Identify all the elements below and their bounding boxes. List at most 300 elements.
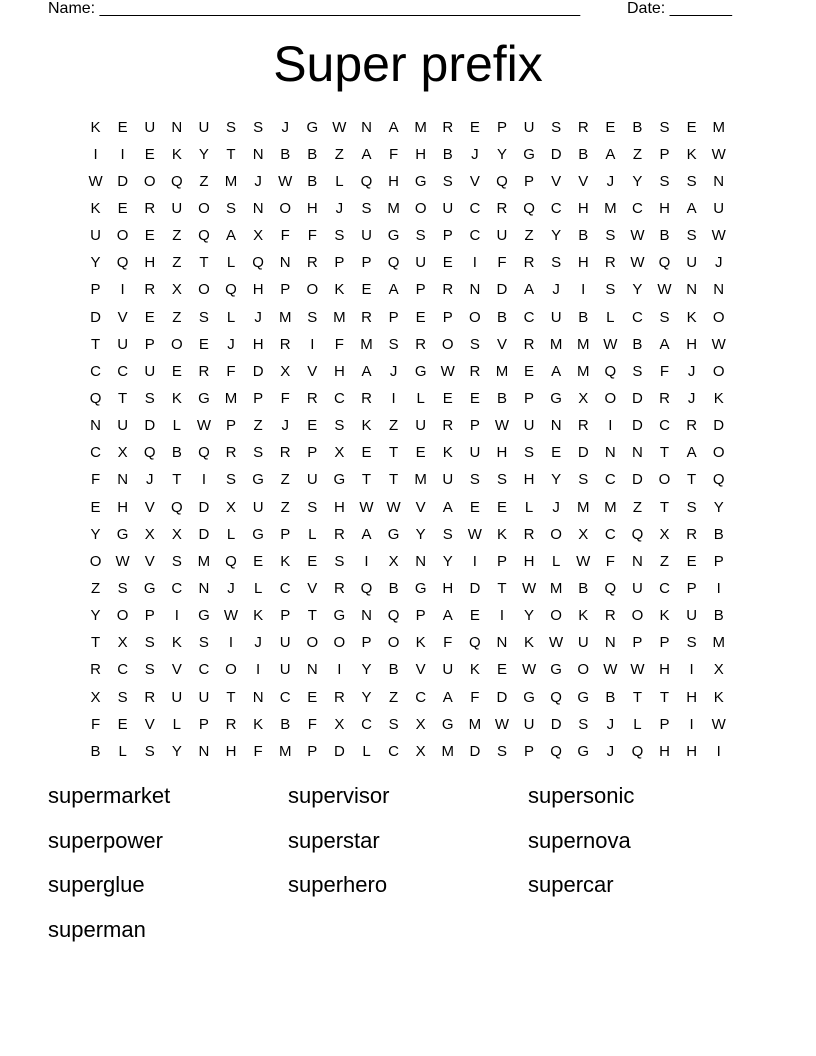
grid-letter: D — [117, 172, 129, 190]
grid-letter: N — [496, 634, 508, 652]
grid-letter: H — [686, 742, 698, 760]
grid-letter: G — [441, 715, 454, 733]
grid-letter: U — [415, 254, 427, 272]
grid-letter: U — [523, 118, 535, 136]
grid-letter: N — [713, 172, 725, 190]
grid-letter: G — [414, 362, 427, 380]
grid-letter: C — [659, 417, 670, 435]
grid-letter: D — [333, 742, 345, 760]
grid-letter: W — [494, 715, 510, 733]
grid-letter: Y — [198, 145, 209, 163]
grid-letter: P — [415, 281, 426, 299]
grid-letter: Q — [170, 498, 183, 516]
grid-letter: D — [252, 362, 264, 380]
grid-letter: A — [442, 688, 453, 706]
grid-letter: S — [226, 199, 237, 217]
grid-row — [82, 657, 732, 684]
grid-letter: M — [712, 634, 725, 652]
grid-letter: I — [93, 145, 98, 163]
grid-letter: E — [686, 552, 697, 570]
grid-letter: B — [578, 308, 589, 326]
grid-letter: X — [117, 634, 128, 652]
grid-row — [82, 385, 732, 412]
grid-letter: Q — [170, 172, 183, 190]
grid-letter: L — [118, 742, 127, 760]
grid-letter: O — [604, 389, 617, 407]
grid-letter: L — [226, 525, 236, 543]
grid-letter: W — [711, 145, 726, 163]
grid-letter: K — [713, 688, 724, 706]
grid-letter: W — [88, 172, 103, 190]
grid-letter: U — [117, 417, 129, 435]
grid-letter: N — [198, 742, 210, 760]
grid-letter: P — [253, 389, 264, 407]
grid-letter: Y — [90, 607, 101, 625]
grid-letter: Q — [387, 254, 400, 272]
grid-letter: I — [201, 471, 206, 489]
grid-letter: E — [442, 254, 453, 272]
grid-letter: B — [307, 172, 318, 190]
grid-letter: Q — [469, 634, 481, 652]
grid-letter: B — [307, 145, 318, 163]
word-bank-item: supermarket — [48, 783, 171, 808]
grid-row — [82, 467, 732, 494]
grid-letter: Z — [632, 498, 642, 516]
grid-letter: E — [253, 552, 264, 570]
grid-letter: R — [469, 362, 481, 380]
grid-letter: F — [334, 335, 344, 353]
grid-letter: U — [496, 227, 508, 245]
grid-letter: P — [307, 742, 318, 760]
grid-letter: O — [116, 227, 129, 245]
grid-letter: P — [496, 118, 507, 136]
grid-letter: C — [415, 688, 427, 706]
grid-letter: E — [686, 118, 697, 136]
grid-letter: S — [388, 715, 399, 733]
grid-letter: L — [524, 498, 534, 516]
grid-letter: F — [90, 471, 101, 489]
grid-row — [82, 630, 732, 657]
grid-letter: N — [469, 281, 481, 299]
grid-letter: S — [442, 525, 453, 543]
grid-letter: T — [307, 607, 317, 625]
grid-letter: N — [198, 579, 210, 597]
grid-letter: B — [605, 688, 616, 706]
grid-letter: T — [90, 634, 101, 652]
grid-letter: G — [198, 389, 210, 407]
grid-row — [82, 168, 732, 195]
grid-letter: H — [252, 335, 264, 353]
grid-letter: V — [144, 715, 155, 733]
grid-letter: S — [686, 172, 697, 190]
grid-letter: C — [632, 199, 643, 217]
grid-letter: B — [578, 579, 589, 597]
grid-letter: X — [253, 227, 264, 245]
grid-letter: C — [604, 471, 616, 489]
page-title: Super prefix — [273, 36, 543, 92]
grid-letter: J — [687, 362, 696, 380]
grid-letter: Y — [415, 525, 426, 543]
grid-letter: U — [550, 308, 562, 326]
grid-letter: S — [496, 742, 507, 760]
grid-letter: U — [306, 471, 318, 489]
grid-letter: S — [632, 362, 643, 380]
grid-letter: O — [306, 634, 319, 652]
grid-letter: V — [496, 335, 507, 353]
grid-letter: N — [90, 417, 101, 435]
grid-letter: C — [604, 525, 616, 543]
grid-letter: Z — [524, 227, 534, 245]
grid-letter: R — [144, 199, 156, 217]
grid-letter: O — [143, 172, 156, 190]
grid-row — [82, 521, 732, 548]
grid-letter: O — [712, 444, 725, 462]
grid-letter: A — [361, 525, 372, 543]
grid-letter: G — [523, 145, 535, 163]
grid-letter: V — [144, 552, 155, 570]
grid-letter: T — [659, 688, 670, 706]
grid-letter: Z — [632, 145, 642, 163]
grid-letter: I — [689, 715, 694, 733]
grid-letter: O — [658, 471, 671, 489]
grid-letter: S — [226, 118, 237, 136]
grid-letter: Y — [551, 227, 562, 245]
grid-row — [82, 358, 732, 385]
grid-letter: D — [713, 417, 725, 435]
grid-letter: I — [499, 607, 505, 625]
grid-letter: Y — [361, 661, 372, 679]
grid-letter: Q — [360, 172, 373, 190]
grid-letter: D — [550, 145, 562, 163]
grid-letter: K — [171, 634, 182, 652]
grid-letter: U — [90, 227, 101, 245]
grid-letter: E — [117, 118, 128, 136]
grid-letter: J — [145, 471, 154, 489]
grid-letter: I — [310, 335, 315, 353]
grid-letter: A — [388, 281, 399, 299]
grid-letter: P — [442, 308, 453, 326]
grid-letter: X — [388, 552, 399, 570]
date-field: Date: _______ — [627, 0, 732, 17]
grid-letter: T — [199, 254, 209, 272]
grid-letter: J — [254, 172, 262, 190]
grid-letter: L — [633, 715, 642, 733]
grid-letter: O — [712, 362, 725, 380]
grid-letter: I — [120, 145, 125, 163]
grid-letter: I — [228, 634, 234, 652]
grid-letter: Q — [360, 579, 373, 597]
grid-letter: Q — [198, 444, 210, 462]
grid-letter: S — [469, 471, 480, 489]
grid-letter: W — [711, 227, 726, 245]
grid-letter: J — [254, 308, 262, 326]
grid-letter: P — [334, 254, 345, 272]
grid-letter: N — [252, 199, 264, 217]
grid-letter: R — [659, 389, 670, 407]
grid-letter: Z — [172, 254, 182, 272]
grid-letter: R — [198, 362, 210, 380]
grid-letter: P — [524, 742, 535, 760]
grid-letter: U — [117, 335, 129, 353]
grid-letter: J — [552, 498, 560, 516]
grid-letter: T — [226, 145, 236, 163]
grid-letter: H — [415, 145, 427, 163]
grid-letter: E — [144, 308, 155, 326]
grid-letter: D — [496, 281, 508, 299]
grid-letter: S — [361, 199, 372, 217]
grid-letter: T — [687, 471, 697, 489]
grid-letter: S — [198, 308, 209, 326]
grid-letter: B — [90, 742, 101, 760]
grid-letter: T — [118, 389, 128, 407]
grid-letter: K — [496, 525, 507, 543]
grid-letter: X — [713, 661, 724, 679]
grid-row — [82, 575, 732, 602]
grid-letter: A — [442, 607, 453, 625]
grid-letter: J — [281, 417, 289, 435]
grid-letter: L — [335, 172, 344, 190]
grid-letter: S — [551, 254, 562, 272]
grid-letter: R — [333, 525, 345, 543]
grid-letter: X — [226, 498, 237, 516]
grid-letter: H — [659, 199, 670, 217]
grid-letter: U — [442, 661, 454, 679]
grid-letter: K — [578, 607, 589, 625]
grid-letter: C — [388, 742, 399, 760]
grid-letter: O — [441, 335, 454, 353]
grid-letter: C — [659, 579, 670, 597]
grid-letter: E — [171, 362, 182, 380]
grid-letter: B — [388, 661, 399, 679]
grid-letter: K — [253, 715, 264, 733]
grid-letter: R — [279, 444, 291, 462]
grid-letter: R — [415, 335, 427, 353]
grid-letter: U — [198, 688, 210, 706]
grid-letter: H — [659, 742, 670, 760]
grid-letter: X — [415, 715, 426, 733]
grid-letter: R — [279, 335, 291, 353]
grid-letter: V — [307, 362, 318, 380]
grid-letter: M — [278, 308, 292, 326]
grid-letter: X — [415, 742, 426, 760]
grid-letter: E — [144, 145, 155, 163]
grid-letter: L — [172, 715, 181, 733]
grid-letter: E — [361, 281, 372, 299]
grid-letter: C — [171, 579, 183, 597]
grid-letter: Y — [171, 742, 182, 760]
grid-letter: R — [577, 118, 589, 136]
word-bank-item: supernova — [528, 827, 631, 853]
grid-letter: H — [252, 281, 264, 299]
grid-letter: S — [117, 579, 128, 597]
grid-letter: O — [279, 199, 292, 217]
grid-letter: T — [632, 688, 642, 706]
grid-letter: L — [226, 254, 236, 272]
grid-letter: H — [388, 172, 399, 190]
grid-letter: C — [117, 362, 129, 380]
grid-letter: W — [467, 525, 482, 543]
grid-letter: A — [442, 498, 453, 516]
grid-letter: S — [469, 335, 480, 353]
grid-letter: S — [198, 634, 209, 652]
grid-letter: H — [225, 742, 237, 760]
grid-letter: T — [90, 335, 101, 353]
grid-letter: C — [333, 389, 345, 407]
grid-letter: C — [523, 308, 535, 326]
grid-letter: H — [144, 254, 156, 272]
grid-letter: I — [581, 281, 586, 299]
word-bank-item: superstar — [288, 827, 380, 853]
grid-letter: R — [361, 389, 372, 407]
grid-letter: P — [361, 634, 372, 652]
grid-letter: E — [361, 444, 372, 462]
grid-letter: L — [362, 742, 371, 760]
grid-row — [82, 304, 732, 331]
grid-letter: S — [524, 444, 535, 462]
word-bank-item: supersonic — [528, 783, 635, 808]
grid-letter: U — [713, 199, 725, 217]
grid-letter: R — [225, 444, 237, 462]
grid-letter: R — [90, 661, 101, 679]
grid-letter: W — [711, 335, 726, 353]
grid-letter: N — [252, 145, 264, 163]
grid-letter: S — [334, 552, 345, 570]
grid-letter: M — [414, 471, 427, 489]
grid-letter: K — [171, 145, 182, 163]
grid-letter: Z — [659, 552, 670, 570]
grid-letter: Q — [252, 254, 264, 272]
grid-letter: B — [442, 145, 453, 163]
grid-letter: G — [523, 688, 535, 706]
word-bank-item: superhero — [288, 872, 388, 897]
grid-letter: S — [551, 118, 562, 136]
word-bank-item: superman — [48, 916, 146, 942]
grid-letter: W — [603, 661, 618, 679]
grid-letter: J — [389, 362, 398, 380]
grid-letter: Q — [658, 254, 671, 272]
grid-letter: W — [630, 661, 645, 679]
grid-letter: S — [226, 471, 237, 489]
grid-letter: X — [90, 688, 101, 706]
grid-letter: N — [252, 688, 264, 706]
grid-letter: X — [578, 525, 589, 543]
grid-letter: J — [606, 715, 615, 733]
grid-letter: Q — [712, 471, 725, 489]
grid-letter: S — [686, 498, 697, 516]
grid-letter: P — [524, 389, 535, 407]
grid-row — [82, 548, 732, 575]
grid-letter: A — [361, 362, 372, 380]
grid-letter: N — [632, 444, 643, 462]
grid-letter: G — [387, 525, 400, 543]
grid-letter: R — [523, 254, 535, 272]
grid-letter: S — [686, 227, 697, 245]
grid-letter: M — [414, 118, 427, 136]
grid-letter: S — [144, 742, 155, 760]
grid-letter: W — [115, 552, 130, 570]
grid-letter: M — [197, 552, 211, 570]
grid-letter: S — [605, 281, 616, 299]
grid-letter: Q — [89, 389, 102, 407]
grid-letter: T — [659, 498, 670, 516]
grid-letter: E — [415, 308, 426, 326]
grid-letter: S — [415, 227, 426, 245]
grid-letter: K — [280, 552, 291, 570]
grid-letter: S — [388, 335, 399, 353]
grid-letter: K — [171, 389, 182, 407]
grid-letter: C — [90, 444, 101, 462]
grid-letter: Q — [143, 444, 156, 462]
grid-letter: C — [90, 362, 101, 380]
grid-letter: E — [307, 417, 318, 435]
grid-letter: G — [306, 118, 319, 136]
grid-letter: W — [386, 498, 401, 516]
grid-letter: R — [523, 525, 535, 543]
grid-letter: X — [171, 281, 182, 299]
grid-letter: W — [576, 552, 591, 570]
grid-letter: R — [306, 389, 318, 407]
grid-letter: W — [603, 335, 618, 353]
grid-letter: C — [469, 227, 481, 245]
grid-letter: U — [686, 607, 698, 625]
grid-letter: Q — [225, 281, 237, 299]
grid-letter: W — [521, 661, 537, 679]
grid-letter: Q — [387, 607, 400, 625]
grid-letter: W — [630, 254, 645, 272]
grid-letter: Z — [280, 471, 290, 489]
grid-letter: Q — [550, 742, 562, 760]
grid-letter: I — [716, 579, 721, 597]
grid-letter: Z — [388, 688, 399, 706]
grid-letter: N — [361, 118, 372, 136]
grid-letter: P — [686, 579, 697, 597]
grid-letter: U — [415, 417, 427, 435]
grid-letter: M — [549, 579, 563, 597]
grid-letter: I — [364, 552, 369, 570]
grid-letter: K — [253, 607, 264, 625]
grid-letter: H — [686, 688, 698, 706]
grid-letter: L — [606, 308, 615, 326]
grid-letter: H — [659, 661, 670, 679]
grid-letter: F — [307, 227, 317, 245]
grid-letter: O — [387, 634, 400, 652]
grid-letter: B — [578, 227, 589, 245]
grid-letter: Z — [280, 498, 290, 516]
grid-letter: I — [256, 661, 261, 679]
grid-letter: A — [361, 145, 372, 163]
grid-letter: O — [89, 552, 102, 570]
grid-letter: O — [198, 281, 210, 299]
grid-letter: M — [604, 498, 617, 516]
grid-letter: R — [442, 417, 454, 435]
grid-letter: B — [171, 444, 182, 462]
grid-letter: G — [252, 471, 264, 489]
grid-letter: Q — [496, 172, 508, 190]
grid-letter: Z — [90, 579, 101, 597]
grid-letter: S — [253, 118, 264, 136]
grid-letter: G — [333, 471, 346, 489]
grid-row — [82, 250, 732, 277]
grid-letter: U — [577, 634, 589, 652]
grid-letter: W — [223, 607, 239, 625]
word-bank-item: superglue — [48, 872, 145, 897]
grid-letter: F — [605, 552, 615, 570]
grid-letter: Y — [361, 688, 372, 706]
grid-letter: K — [90, 118, 101, 136]
grid-letter: Y — [632, 281, 643, 299]
grid-letter: M — [576, 498, 590, 516]
grid-letter: T — [388, 444, 399, 462]
